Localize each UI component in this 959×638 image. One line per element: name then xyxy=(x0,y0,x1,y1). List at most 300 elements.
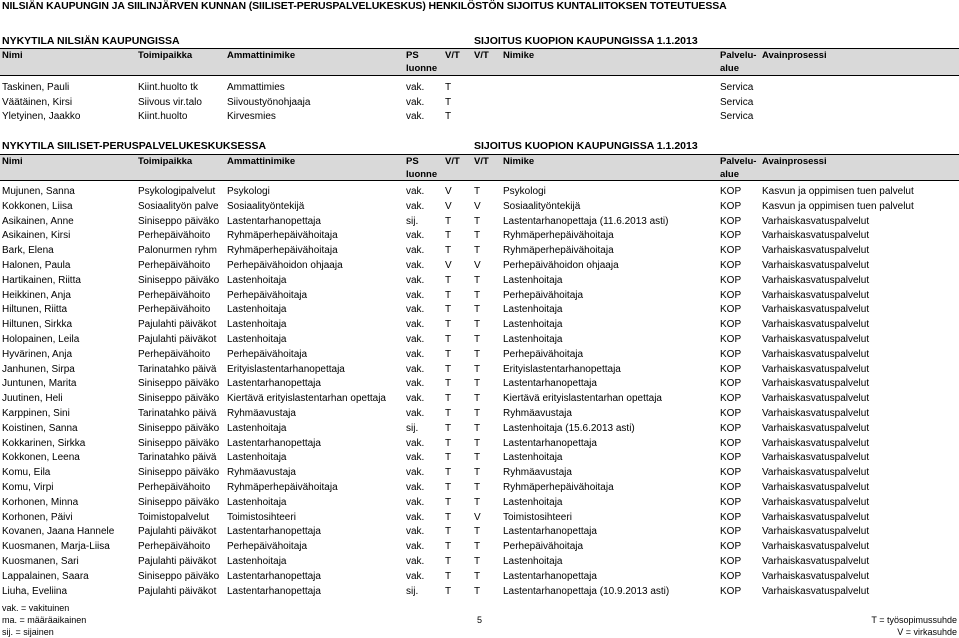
cell-ammattinimike: Perhepäivähoitaja xyxy=(227,289,308,301)
cell-avain: Varhaiskasvatuspalvelut xyxy=(762,363,870,375)
cell-ps: vak. xyxy=(406,274,425,286)
cell-avain: Varhaiskasvatuspalvelut xyxy=(762,422,870,434)
cell-nimike: Lastentarhanopettaja xyxy=(503,570,597,582)
cell-nimi: Hartikainen, Riitta xyxy=(2,274,81,286)
cell-avain: Varhaiskasvatuspalvelut xyxy=(762,304,870,316)
table-row xyxy=(0,275,959,291)
cell-nimi: Holopainen, Leila xyxy=(2,334,80,345)
cell-palvelu: KOP xyxy=(720,422,742,434)
col-palvelu-header: Palvelu- xyxy=(720,156,757,167)
cell-ammattinimike: Perhepäivähoidon ohjaaja xyxy=(227,260,343,271)
cell-ammattinimike: Lastenhoitaja xyxy=(227,319,287,331)
cell-toimipaikka: Siniseppo päiväko xyxy=(138,274,220,286)
cell-vt1: T xyxy=(445,304,452,316)
cell-vt1: T xyxy=(445,467,452,479)
cell-ammattinimike: Ryhmäperhepäivähoitaja xyxy=(227,482,338,493)
section1-header-bottom-rule xyxy=(0,75,959,76)
cell-ps: vak. xyxy=(406,452,425,464)
cell-palvelu: KOP xyxy=(720,526,742,538)
cell-toimipaikka: Siniseppo päiväko xyxy=(138,437,220,449)
table-row xyxy=(0,186,959,202)
table-row xyxy=(0,512,959,528)
cell-palvelu: KOP xyxy=(720,200,742,212)
cell-ammattinimike: Lastenhoitaja xyxy=(227,274,287,286)
legend-virkasuhde: V = virkasuhde xyxy=(897,627,957,637)
cell-avain: Varhaiskasvatuspalvelut xyxy=(762,556,870,567)
cell-toimipaikka: Perhepäivähoito xyxy=(138,482,211,493)
cell-nimike: Kiertävä erityislastentarhan opettaja xyxy=(503,393,662,405)
cell-toimipaikka: Tarinatahko päivä xyxy=(138,408,217,419)
table-row xyxy=(0,408,959,424)
cell-vt1: T xyxy=(445,230,452,242)
cell-avain: Varhaiskasvatuspalvelut xyxy=(762,408,870,419)
cell-ps: vak. xyxy=(406,482,425,493)
legend-tyosopimussuhde: T = työsopimussuhde xyxy=(871,615,957,625)
cell-palvelu: Servica xyxy=(720,96,754,108)
cell-ps: vak. xyxy=(406,363,425,375)
cell-ps: vak. xyxy=(406,467,425,479)
cell-nimike: Lastenhoitaja xyxy=(503,304,563,316)
cell-toimipaikka: Pajulahti päiväkot xyxy=(138,556,217,567)
cell-nimike: Ryhmäavustaja xyxy=(503,408,572,419)
cell-vt2: T xyxy=(474,422,481,434)
cell-vt1: T xyxy=(445,526,452,538)
col-ps-sub-header: luonne xyxy=(406,169,438,180)
cell-avain: Varhaiskasvatuspalvelut xyxy=(762,570,870,582)
col-ammattinimike-header: Ammattinimike xyxy=(227,50,296,61)
cell-nimi: Korhonen, Minna xyxy=(2,496,79,508)
cell-nimike: Sosiaalityöntekijä xyxy=(503,200,581,212)
col-vt2-header: V/T xyxy=(474,156,489,167)
cell-toimipaikka: Siniseppo päiväko xyxy=(138,378,220,390)
cell-nimike: Lastenhoitaja xyxy=(503,334,563,345)
cell-palvelu: KOP xyxy=(720,378,742,390)
cell-nimi: Mujunen, Sanna xyxy=(2,186,75,197)
cell-vt2: T xyxy=(474,274,481,286)
col-nimike-header: Nimike xyxy=(503,50,535,61)
cell-nimi: Kuosmanen, Marja-Liisa xyxy=(2,541,110,553)
col-vt1-header: V/T xyxy=(445,50,460,61)
cell-ps: sij. xyxy=(406,422,419,434)
cell-avain: Varhaiskasvatuspalvelut xyxy=(762,541,870,553)
cell-nimike: Ryhmäperhepäivähoitaja xyxy=(503,482,614,493)
cell-vt2: T xyxy=(474,378,481,390)
cell-vt1: V xyxy=(445,200,452,212)
cell-nimike: Toimistosihteeri xyxy=(503,511,572,523)
cell-ammattinimike: Ryhmäperhepäivähoitaja xyxy=(227,230,338,242)
cell-toimipaikka: Perhepäivähoito xyxy=(138,230,211,242)
table-row xyxy=(0,452,959,468)
cell-vt1: T xyxy=(445,556,452,567)
cell-toimipaikka: Siniseppo päiväko xyxy=(138,496,220,508)
col-palvelu-header: Palvelu- xyxy=(720,50,757,61)
cell-vt1: T xyxy=(445,274,452,286)
cell-palvelu: KOP xyxy=(720,230,742,242)
section1-heading-left: NYKYTILA NILSIÄN KAUPUNGISSA xyxy=(2,35,180,47)
cell-ammattinimike: Lastentarhanopettaja xyxy=(227,378,321,390)
cell-vt2: V xyxy=(474,200,481,212)
table-row xyxy=(0,216,959,232)
cell-vt1: T xyxy=(445,245,452,257)
table-row xyxy=(0,541,959,557)
cell-nimi: Kokkonen, Leena xyxy=(2,452,80,464)
cell-ps: vak. xyxy=(406,526,425,538)
cell-toimipaikka: Kiint.huolto tk xyxy=(138,82,199,93)
cell-ammattinimike: Lastenhoitaja xyxy=(227,452,287,464)
cell-nimi: Hyvärinen, Anja xyxy=(2,348,73,360)
cell-nimike: Perhepäivähoitaja xyxy=(503,541,584,553)
cell-ammattinimike: Lastenhoitaja xyxy=(227,496,287,508)
cell-nimike: Lastenhoitaja xyxy=(503,556,563,567)
cell-toimipaikka: Psykologipalvelut xyxy=(138,186,216,197)
cell-nimi: Juntunen, Marita xyxy=(2,378,77,390)
table-row xyxy=(0,334,959,350)
section1-header-top-rule xyxy=(0,48,959,49)
cell-vt2: T xyxy=(474,496,481,508)
cell-avain: Varhaiskasvatuspalvelut xyxy=(762,230,870,242)
cell-nimi: Asikainen, Anne xyxy=(2,215,74,227)
cell-toimipaikka: Siniseppo päiväko xyxy=(138,467,220,479)
table-row xyxy=(0,111,959,127)
cell-ammattinimike: Lastenhoitaja xyxy=(227,422,287,434)
cell-ps: vak. xyxy=(406,260,425,271)
cell-vt2: T xyxy=(474,452,481,464)
table-row xyxy=(0,260,959,276)
table-row xyxy=(0,230,959,246)
table-row xyxy=(0,201,959,217)
col-nimike-header: Nimike xyxy=(503,156,535,167)
cell-vt1: T xyxy=(445,393,452,405)
cell-nimike: Lastenhoitaja xyxy=(503,319,563,331)
cell-toimipaikka: Siniseppo päiväko xyxy=(138,570,220,582)
cell-ps: vak. xyxy=(406,556,425,567)
cell-toimipaikka: Siniseppo päiväko xyxy=(138,422,220,434)
cell-vt2: T xyxy=(474,585,481,597)
cell-nimike: Lastentarhanopettaja (11.6.2013 asti) xyxy=(503,215,669,227)
cell-vt1: T xyxy=(445,96,452,108)
cell-ammattinimike: Sosiaalityöntekijä xyxy=(227,200,305,212)
cell-vt1: T xyxy=(445,511,452,523)
cell-avain: Varhaiskasvatuspalvelut xyxy=(762,511,870,523)
cell-avain: Varhaiskasvatuspalvelut xyxy=(762,526,870,538)
cell-nimi: Janhunen, Sirpa xyxy=(2,363,75,375)
cell-toimipaikka: Tarinatahko päivä xyxy=(138,363,217,375)
cell-palvelu: KOP xyxy=(720,274,742,286)
cell-ps: vak. xyxy=(406,304,425,316)
cell-ps: vak. xyxy=(406,393,425,405)
cell-vt2: T xyxy=(474,186,481,197)
cell-toimipaikka: Pajulahti päiväkot xyxy=(138,585,217,597)
col-vt2-header: V/T xyxy=(474,50,489,61)
cell-ammattinimike: Kiertävä erityislastentarhan opettaja xyxy=(227,393,386,405)
section2-header-bottom-rule xyxy=(0,180,959,181)
col-ps-sub-header: luonne xyxy=(406,63,438,74)
cell-vt1: T xyxy=(445,585,452,597)
col-toimipaikka-header: Toimipaikka xyxy=(138,50,193,61)
table-row xyxy=(0,526,959,542)
cell-vt1: T xyxy=(445,408,452,419)
cell-avain: Varhaiskasvatuspalvelut xyxy=(762,245,870,257)
cell-nimi: Taskinen, Pauli xyxy=(2,82,70,93)
cell-palvelu: KOP xyxy=(720,334,742,345)
cell-nimi: Juutinen, Heli xyxy=(2,393,63,405)
legend-vakituinen: vak. = vakituinen xyxy=(2,603,70,613)
section1-heading-right: SIJOITUS KUOPION KAUPUNGISSA 1.1.2013 xyxy=(474,35,698,47)
cell-nimike: Perhepäivähoidon ohjaaja xyxy=(503,260,619,271)
cell-nimike: Lastenhoitaja xyxy=(503,452,563,464)
cell-nimi: Asikainen, Kirsi xyxy=(2,230,71,242)
cell-nimi: Bark, Elena xyxy=(2,245,54,257)
cell-avain: Varhaiskasvatuspalvelut xyxy=(762,289,870,301)
cell-ammattinimike: Lastentarhanopettaja xyxy=(227,570,321,582)
cell-avain: Varhaiskasvatuspalvelut xyxy=(762,274,870,286)
table-row xyxy=(0,378,959,394)
cell-vt1: T xyxy=(445,378,452,390)
cell-ammattinimike: Erityislastentarhanopettaja xyxy=(227,363,345,375)
cell-palvelu: Servica xyxy=(720,111,754,122)
cell-nimike: Lastentarhanopettaja xyxy=(503,378,597,390)
cell-ps: sij. xyxy=(406,585,419,597)
cell-vt1: T xyxy=(445,334,452,345)
cell-nimi: Kokkarinen, Sirkka xyxy=(2,437,86,449)
cell-palvelu: KOP xyxy=(720,437,742,449)
cell-avain: Varhaiskasvatuspalvelut xyxy=(762,215,870,227)
cell-ps: vak. xyxy=(406,111,425,122)
cell-ammattinimike: Lastenhoitaja xyxy=(227,304,287,316)
cell-palvelu: KOP xyxy=(720,289,742,301)
cell-vt2: T xyxy=(474,319,481,331)
cell-ps: vak. xyxy=(406,541,425,553)
cell-ps: vak. xyxy=(406,289,425,301)
cell-vt2: T xyxy=(474,467,481,479)
table-row xyxy=(0,482,959,498)
cell-palvelu: KOP xyxy=(720,511,742,523)
cell-avain: Varhaiskasvatuspalvelut xyxy=(762,260,870,271)
table-row xyxy=(0,304,959,320)
cell-avain: Varhaiskasvatuspalvelut xyxy=(762,348,870,360)
cell-palvelu: KOP xyxy=(720,186,742,197)
table-row xyxy=(0,586,959,602)
cell-vt1: T xyxy=(445,215,452,227)
cell-avain: Varhaiskasvatuspalvelut xyxy=(762,467,870,479)
cell-vt2: V xyxy=(474,260,481,271)
col-nimi-header: Nimi xyxy=(2,156,23,167)
cell-vt1: T xyxy=(445,82,452,93)
cell-ps: vak. xyxy=(406,319,425,331)
cell-toimipaikka: Perhepäivähoito xyxy=(138,541,211,553)
cell-avain: Varhaiskasvatuspalvelut xyxy=(762,378,870,390)
table-row xyxy=(0,245,959,261)
cell-nimi: Halonen, Paula xyxy=(2,260,71,271)
cell-ammattinimike: Ryhmäavustaja xyxy=(227,467,296,479)
cell-vt2: T xyxy=(474,437,481,449)
col-ps-header: PS xyxy=(406,156,419,167)
cell-nimike: Ryhmäperhepäivähoitaja xyxy=(503,230,614,242)
cell-palvelu: Servica xyxy=(720,82,754,93)
cell-nimi: Lappalainen, Saara xyxy=(2,570,89,582)
cell-ps: vak. xyxy=(406,200,425,212)
cell-ammattinimike: Lastentarhanopettaja xyxy=(227,437,321,449)
cell-toimipaikka: Toimistopalvelut xyxy=(138,511,210,523)
table-row xyxy=(0,467,959,483)
cell-nimike: Lastentarhanopettaja (10.9.2013 asti) xyxy=(503,585,670,597)
cell-avain: Varhaiskasvatuspalvelut xyxy=(762,437,870,449)
section2-heading-left: NYKYTILA SIILISET-PERUSPALVELUKESKUKSESSA xyxy=(2,140,267,152)
cell-ammattinimike: Toimistosihteeri xyxy=(227,511,296,523)
cell-nimi: Hiltunen, Sirkka xyxy=(2,319,73,331)
col-vt1-header: V/T xyxy=(445,156,460,167)
cell-toimipaikka: Kiint.huolto xyxy=(138,111,188,122)
cell-ps: vak. xyxy=(406,82,425,93)
cell-ammattinimike: Lastenhoitaja xyxy=(227,334,287,345)
cell-ps: vak. xyxy=(406,378,425,390)
cell-avain: Varhaiskasvatuspalvelut xyxy=(762,585,870,597)
cell-palvelu: KOP xyxy=(720,482,742,493)
section2-heading-right: SIJOITUS KUOPION KAUPUNGISSA 1.1.2013 xyxy=(474,140,698,152)
cell-nimi: Komu, Eila xyxy=(2,467,51,479)
cell-ammattinimike: Siivoustyönohjaaja xyxy=(227,96,311,108)
cell-toimipaikka: Perhepäivähoito xyxy=(138,289,211,301)
page-number: 5 xyxy=(477,615,483,625)
cell-toimipaikka: Palonurmen ryhm xyxy=(138,245,217,257)
cell-ps: vak. xyxy=(406,334,425,345)
cell-ammattinimike: Lastentarhanopettaja xyxy=(227,526,321,538)
cell-toimipaikka: Pajulahti päiväkot xyxy=(138,334,217,345)
cell-toimipaikka: Siivous vir.talo xyxy=(138,96,202,108)
cell-ammattinimike: Lastentarhanopettaja xyxy=(227,215,321,227)
cell-palvelu: KOP xyxy=(720,541,742,553)
cell-toimipaikka: Tarinatahko päivä xyxy=(138,452,217,464)
cell-vt1: T xyxy=(445,363,452,375)
cell-vt2: T xyxy=(474,289,481,301)
cell-vt1: T xyxy=(445,437,452,449)
cell-avain: Varhaiskasvatuspalvelut xyxy=(762,334,870,345)
cell-nimi: Hiltunen, Riitta xyxy=(2,304,68,316)
cell-vt2: T xyxy=(474,393,481,405)
cell-ammattinimike: Ryhmäavustaja xyxy=(227,408,296,419)
cell-avain: Varhaiskasvatuspalvelut xyxy=(762,319,870,331)
cell-vt2: T xyxy=(474,541,481,553)
cell-nimike: Ryhmäperhepäivähoitaja xyxy=(503,245,614,257)
cell-avain: Varhaiskasvatuspalvelut xyxy=(762,482,870,493)
cell-vt1: T xyxy=(445,289,452,301)
cell-vt1: V xyxy=(445,186,452,197)
cell-nimike: Lastentarhanopettaja xyxy=(503,526,597,538)
table-row xyxy=(0,571,959,587)
cell-nimi: Liuha, Eveliina xyxy=(2,585,68,597)
table-row xyxy=(0,290,959,306)
cell-ps: vak. xyxy=(406,408,425,419)
cell-vt2: T xyxy=(474,230,481,242)
col-palvelu-sub-header: alue xyxy=(720,63,740,74)
table-row xyxy=(0,423,959,439)
cell-vt2: T xyxy=(474,363,481,375)
cell-palvelu: KOP xyxy=(720,393,742,405)
cell-palvelu: KOP xyxy=(720,570,742,582)
col-avain-header: Avainprosessi xyxy=(762,50,827,61)
table-row xyxy=(0,497,959,513)
cell-nimike: Lastenhoitaja xyxy=(503,274,563,286)
section2-header-top-rule xyxy=(0,154,959,155)
cell-palvelu: KOP xyxy=(720,408,742,419)
cell-toimipaikka: Pajulahti päiväkot xyxy=(138,526,217,538)
cell-nimi: Koistinen, Sanna xyxy=(2,422,78,434)
cell-avain: Kasvun ja oppimisen tuen palvelut xyxy=(762,200,914,212)
col-nimi-header: Nimi xyxy=(2,50,23,61)
cell-palvelu: KOP xyxy=(720,452,742,464)
cell-ps: vak. xyxy=(406,186,425,197)
cell-vt2: V xyxy=(474,511,481,523)
document-title: NILSIÄN KAUPUNGIN JA SIILINJÄRVEN KUNNAN (SIILISET-PERUSPALVELUKESKUS) HENKILÖSTÖN SIJOITUS KUNTALIITOKSEN TOTEUTUESSA xyxy=(2,0,727,12)
cell-ps: vak. xyxy=(406,348,425,360)
table-row xyxy=(0,556,959,572)
col-palvelu-sub-header: alue xyxy=(720,169,740,180)
cell-vt1: T xyxy=(445,422,452,434)
cell-vt2: T xyxy=(474,408,481,419)
table-row xyxy=(0,319,959,335)
cell-nimike: Lastentarhanopettaja xyxy=(503,437,597,449)
cell-nimi: Kovanen, Jaana Hannele xyxy=(2,526,115,538)
cell-ammattinimike: Lastenhoitaja xyxy=(227,556,287,567)
cell-ps: vak. xyxy=(406,245,425,257)
cell-palvelu: KOP xyxy=(720,556,742,567)
cell-toimipaikka: Pajulahti päiväkot xyxy=(138,319,217,331)
cell-nimi: Väätäinen, Kirsi xyxy=(2,96,73,108)
cell-toimipaikka: Perhepäivähoito xyxy=(138,260,211,271)
cell-avain: Varhaiskasvatuspalvelut xyxy=(762,393,870,405)
cell-nimike: Lastenhoitaja (15.6.2013 asti) xyxy=(503,422,635,434)
cell-avain: Kasvun ja oppimisen tuen palvelut xyxy=(762,186,914,197)
cell-ps: sij. xyxy=(406,215,419,227)
cell-nimike: Perhepäivähoitaja xyxy=(503,289,584,301)
cell-vt2: T xyxy=(474,215,481,227)
cell-nimike: Lastenhoitaja xyxy=(503,496,563,508)
col-avain-header: Avainprosessi xyxy=(762,156,827,167)
cell-vt1: V xyxy=(445,260,452,271)
cell-ammattinimike: Perhepäivähoitaja xyxy=(227,541,308,553)
legend-maaraaikainen: ma. = määräaikainen xyxy=(2,615,87,625)
cell-ammattinimike: Ammattimies xyxy=(227,82,285,93)
table-row xyxy=(0,393,959,409)
cell-palvelu: KOP xyxy=(720,319,742,331)
cell-nimike: Psykologi xyxy=(503,186,546,197)
cell-nimi: Yletyinen, Jaakko xyxy=(2,111,81,122)
cell-vt1: T xyxy=(445,482,452,493)
cell-ammattinimike: Ryhmäperhepäivähoitaja xyxy=(227,245,338,257)
col-ammattinimike-header: Ammattinimike xyxy=(227,156,296,167)
table-row xyxy=(0,438,959,454)
cell-vt2: T xyxy=(474,570,481,582)
cell-vt1: T xyxy=(445,319,452,331)
cell-toimipaikka: Siniseppo päiväko xyxy=(138,215,220,227)
cell-toimipaikka: Siniseppo päiväko xyxy=(138,393,220,405)
cell-nimi: Kokkonen, Liisa xyxy=(2,200,73,212)
cell-vt1: T xyxy=(445,348,452,360)
cell-ps: vak. xyxy=(406,496,425,508)
cell-toimipaikka: Perhepäivähoito xyxy=(138,348,211,360)
cell-avain: Varhaiskasvatuspalvelut xyxy=(762,496,870,508)
cell-vt1: T xyxy=(445,570,452,582)
cell-avain: Varhaiskasvatuspalvelut xyxy=(762,452,870,464)
cell-vt1: T xyxy=(445,496,452,508)
cell-palvelu: KOP xyxy=(720,304,742,316)
table-row xyxy=(0,349,959,365)
cell-ammattinimike: Kirvesmies xyxy=(227,111,276,122)
cell-vt2: T xyxy=(474,526,481,538)
cell-ps: vak. xyxy=(406,437,425,449)
col-toimipaikka-header: Toimipaikka xyxy=(138,156,193,167)
cell-nimike: Erityislastentarhanopettaja xyxy=(503,363,621,375)
